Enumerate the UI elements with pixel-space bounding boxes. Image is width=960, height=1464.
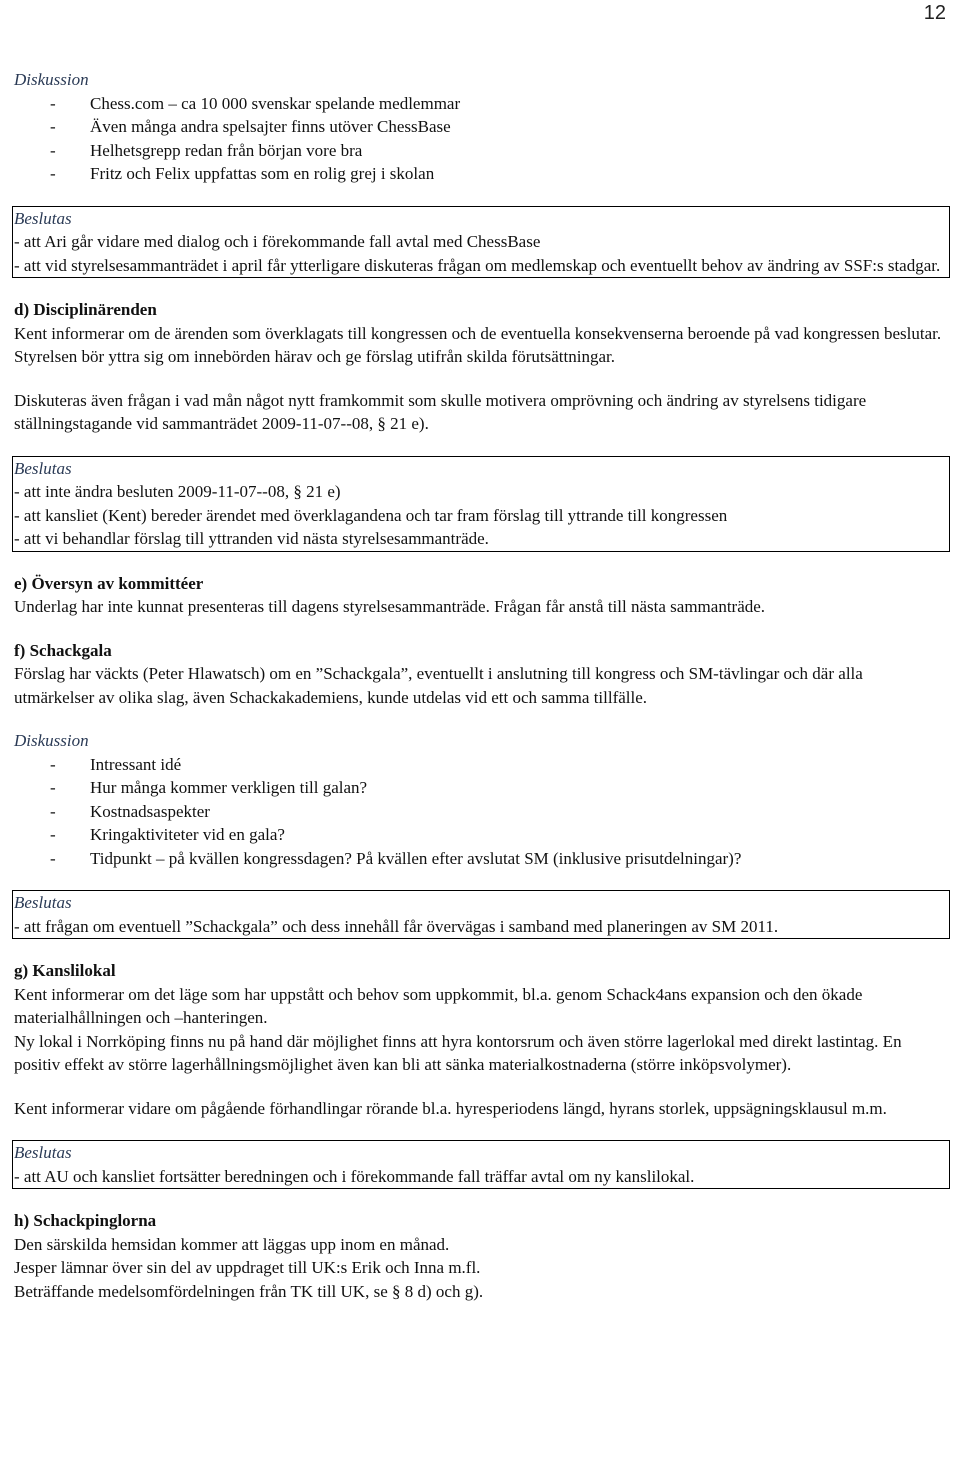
decision-line: - att inte ändra besluten 2009-11-07--08, § 21 e) <box>14 482 341 501</box>
paragraph: Diskuteras även frågan i vad mån något nytt framkommit som skulle motivera omprövning och ändring av styrelsens tidigare ställningstagande vid sammanträdet 2009-11-07--08, § 21 e). <box>14 390 867 433</box>
decision-line: - att Ari går vidare med dialog och i förekommande fall avtal med ChessBase <box>14 232 541 251</box>
list-item: - Kostnadsaspekter <box>14 800 946 824</box>
discussion-block <box>14 729 946 870</box>
list-item: - Chess.com – ca 10 000 svenskar spelande medlemmar <box>14 92 946 116</box>
paragraph: Kent informerar om det läge som har uppstått och behov som uppkommit, bl.a. genom Schack4ans expansion och den ökade materialhållningen och –hanteringen. <box>14 984 863 1027</box>
paragraph: Beträffande medelsomfördelningen från TK till UK, se § 8 d) och g). <box>14 1281 484 1301</box>
list-item: - Tidpunkt – på kvällen kongressdagen? På kvällen efter avslutat SM (inklusive prisutdelningar)? <box>14 847 946 871</box>
discussion-block <box>14 68 946 186</box>
decision-label: Beslutas <box>14 893 72 912</box>
decision-label: Beslutas <box>14 458 72 478</box>
list-item: - Även många andra spelsajter finns utöver ChessBase <box>14 115 946 139</box>
page-number: 12 <box>923 2 946 24</box>
discussion-list <box>14 92 946 186</box>
list-item: - Intressant idé <box>14 753 946 777</box>
decision-line: - att vid styrelsesammanträdet i april får ytterligare diskuteras frågan om medlemskap och eventuellt behov av ändring av SSF:s stadgar. <box>14 255 941 275</box>
list-item: - Hur många kommer verkligen till galan? <box>14 776 946 800</box>
list-item: - Helhetsgrepp redan från början vore bra <box>14 139 946 163</box>
decision-box <box>12 890 950 939</box>
decision-box <box>12 456 950 552</box>
section-heading-d: d) Disciplinärenden <box>14 300 157 319</box>
section-heading-f: f) Schackgala <box>14 640 112 660</box>
decision-line: - att vi behandlar förslag till yttranden vid nästa styrelsesammanträde. <box>14 529 489 548</box>
discussion-label: Diskussion <box>14 731 89 750</box>
paragraph: Kent informerar om de ärenden som överklagats till kongressen och de eventuella konsekvenserna beroende på vad kongressen beslutar. Styrelsen bör yttra sig om innebörden härav och ge förslag utifrån skilda förutsättningar. <box>14 323 942 366</box>
decision-box <box>12 206 950 279</box>
section-heading-e: e) Översyn av kommittéer <box>14 573 204 593</box>
list-item: - Kringaktiviteter vid en gala? <box>14 823 946 847</box>
document-body <box>14 68 946 1303</box>
discussion-list <box>14 753 946 871</box>
decision-line: - att frågan om eventuell ”Schackgala” och dess innehåll får övervägas i samband med planeringen av SM 2011. <box>14 916 779 936</box>
decision-label: Beslutas <box>14 208 72 228</box>
paragraph: Kent informerar vidare om pågående förhandlingar rörande bl.a. hyresperiodens längd, hyrans storlek, uppsägningsklausul m.m. <box>14 1098 887 1118</box>
paragraph: Den särskilda hemsidan kommer att läggas upp inom en månad. <box>14 1234 450 1254</box>
paragraph: Ny lokal i Norrköping finns nu på hand där möjlighet finns att hyra kontorsrum och även större lagerlokal med direkt lastintag. En positiv effekt av större lagerhållningsmöjlighet även kan bli att sänka materialkostnaderna (större inköpsvolymer). <box>14 1031 902 1074</box>
paragraph: Förslag har väckts (Peter Hlawatsch) om en ”Schackgala”, eventuellt i anslutning till kongress och SM-tävlingar och där alla utmärkelser av olika slag, även Schackakademiens, kunde utdelas vid ett och samma tillfälle. <box>14 664 863 707</box>
decision-box <box>12 1140 950 1189</box>
list-item: - Fritz och Felix uppfattas som en rolig grej i skolan <box>14 162 946 186</box>
paragraph: Jesper lämnar över sin del av uppdraget till UK:s Erik och Inna m.fl. <box>14 1258 481 1277</box>
paragraph: Underlag har inte kunnat presenteras till dagens styrelsesammanträde. Frågan får anstå till nästa sammanträde. <box>14 597 766 616</box>
discussion-label: Diskussion <box>14 70 89 89</box>
section-heading-g: g) Kanslilokal <box>14 961 116 980</box>
decision-line: - att AU och kansliet fortsätter beredningen och i förekommande fall träffar avtal om ny kanslilokal. <box>14 1166 695 1186</box>
section-heading-h: h) Schackpinglorna <box>14 1211 157 1230</box>
decision-label: Beslutas <box>14 1143 72 1162</box>
decision-line: - att kansliet (Kent) bereder ärendet med överklagandena och tar fram förslag till yttrande till kongressen <box>14 505 728 525</box>
